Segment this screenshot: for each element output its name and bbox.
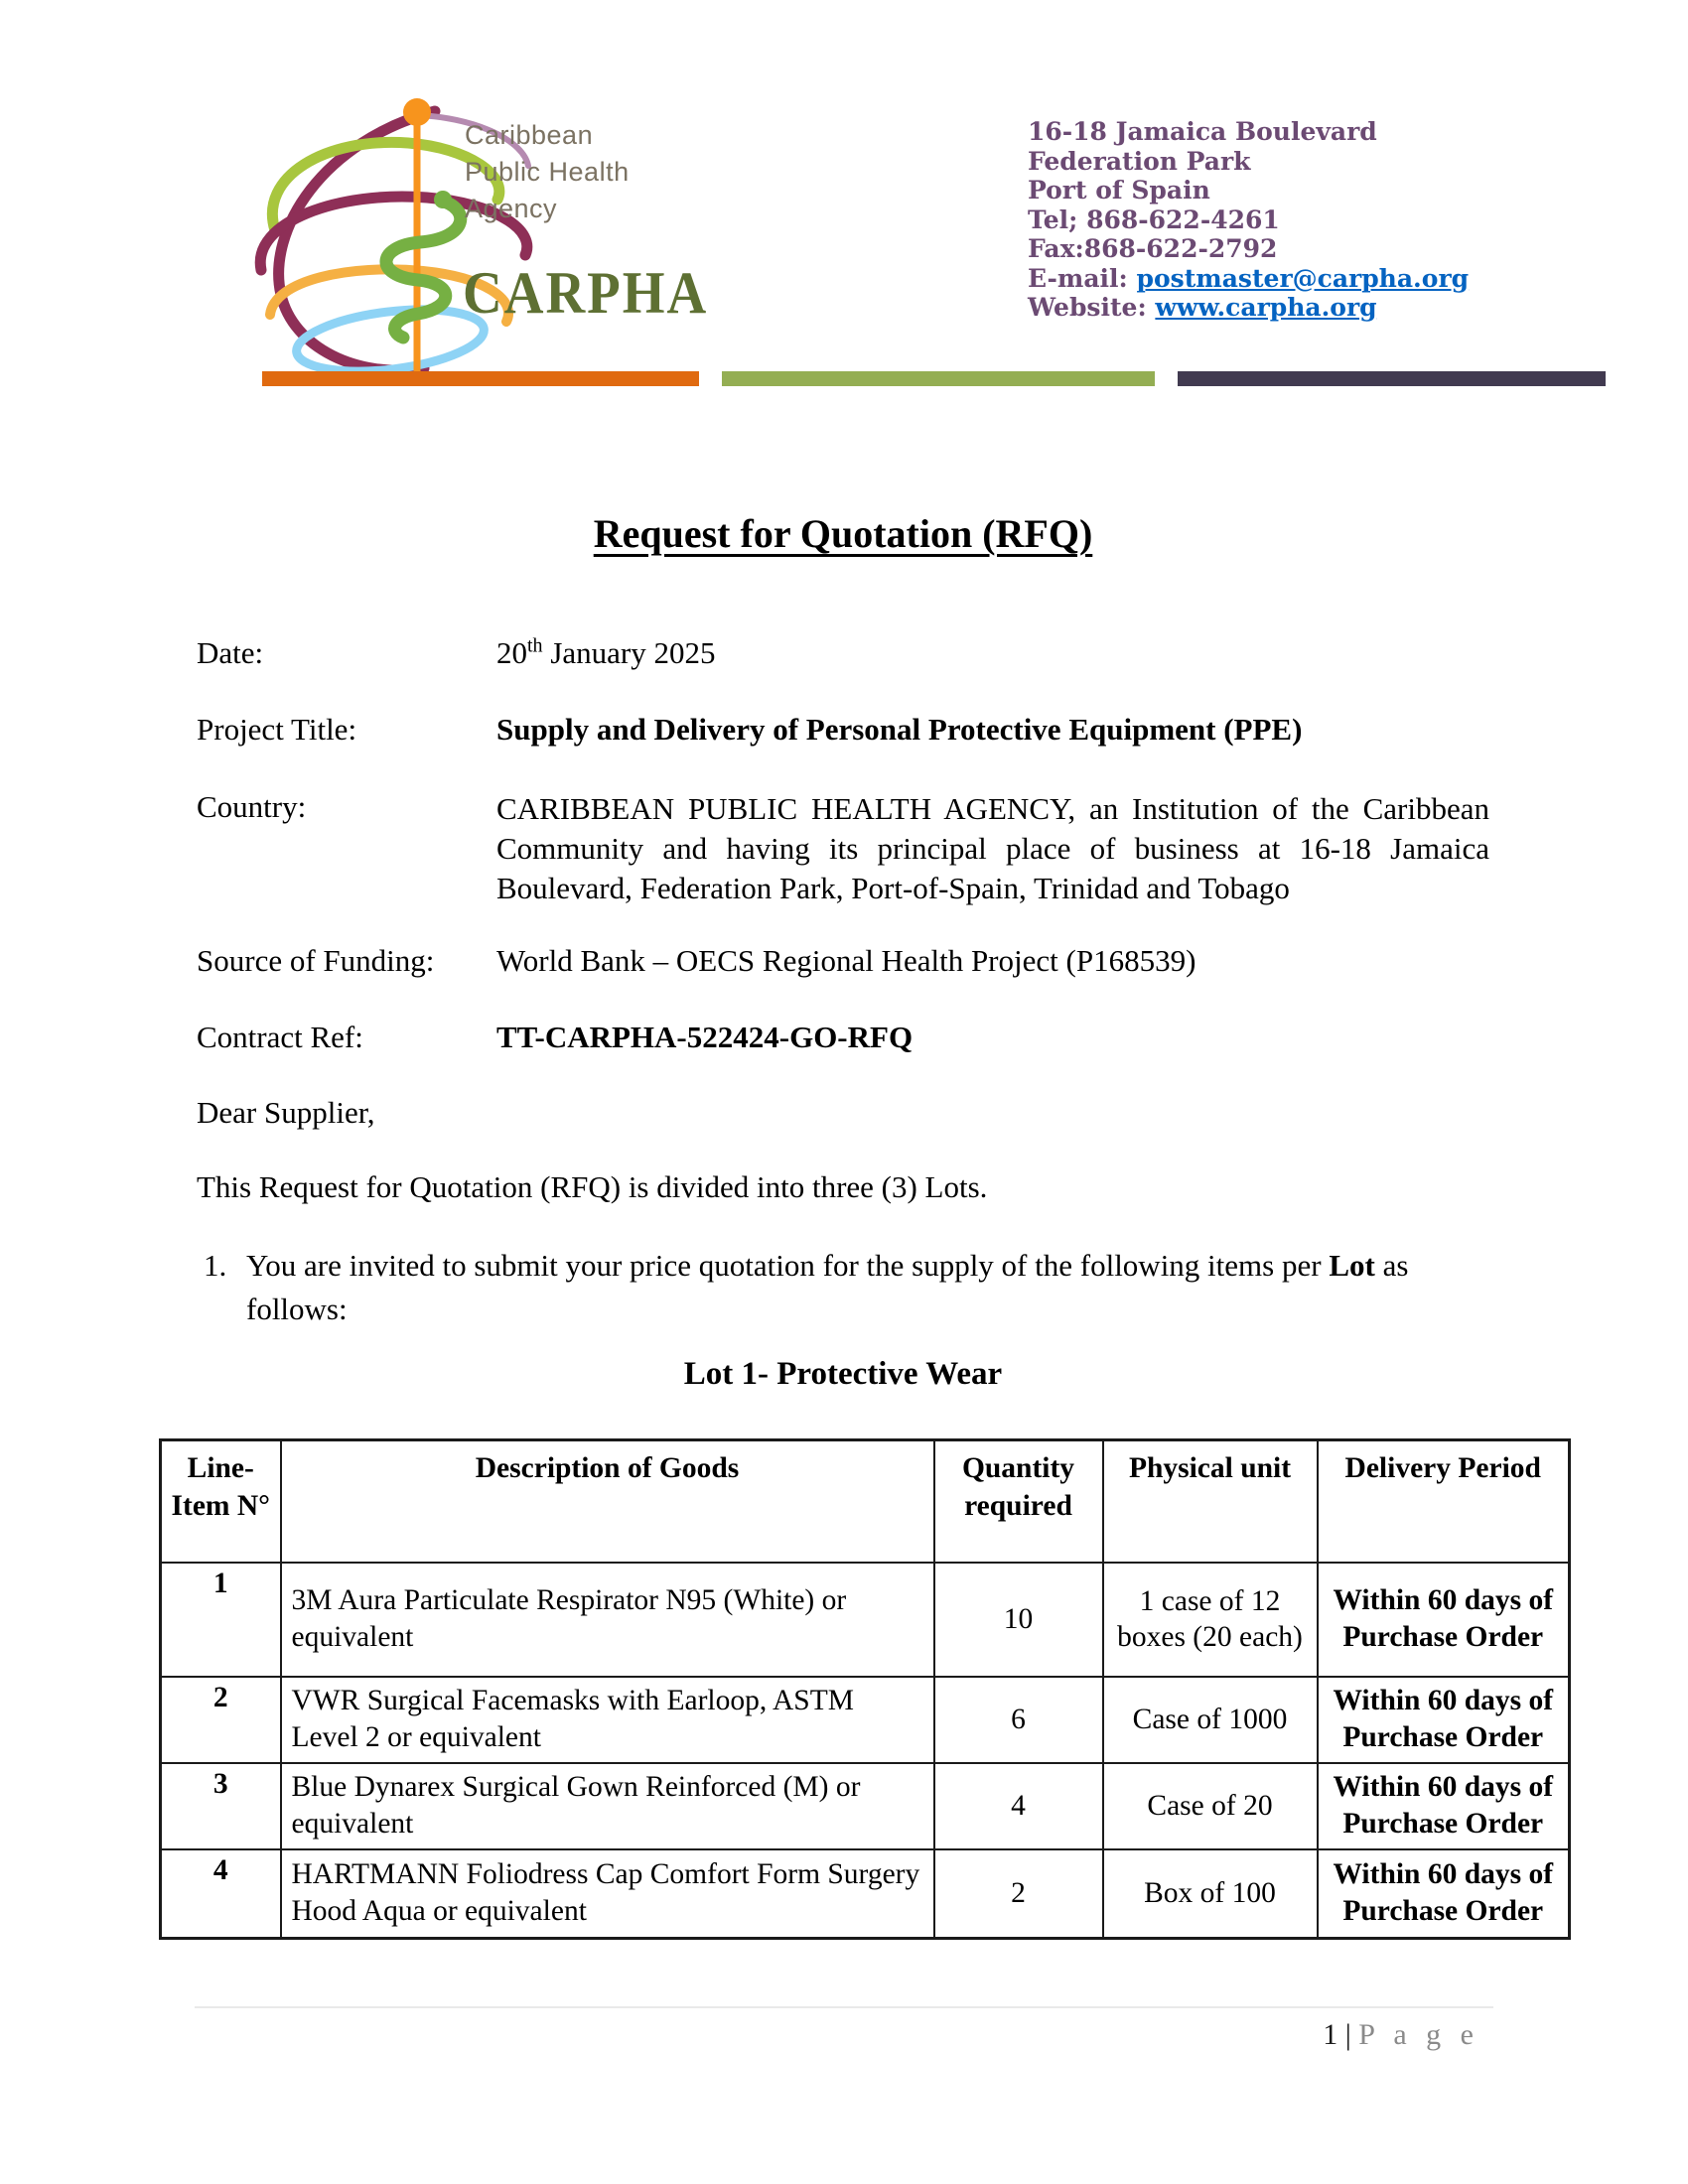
list-text-after: as follows: [246, 1248, 1409, 1326]
list-item-number: 1. [204, 1248, 227, 1283]
cell-description: Blue Dynarex Surgical Gown Reinforced (M) or equivalent [281, 1763, 934, 1849]
lot1-heading: Lot 1- Protective Wear [683, 1356, 1003, 1392]
intro-paragraph: This Request for Quotation (RFQ) is divided into three (3) Lots. [197, 1169, 988, 1204]
page-number-footer [1323, 2018, 1479, 2052]
address-street: 16-18 Jamaica Boulevard [1028, 117, 1377, 146]
cell-physical-unit: Box of 100 [1103, 1849, 1318, 1939]
cell-physical-unit: Case of 1000 [1103, 1677, 1318, 1763]
address-fax: Fax:868-622-2792 [1028, 234, 1278, 263]
col-header-physical-unit: Physical unit [1103, 1440, 1318, 1563]
project-title-value: Supply and Delivery of Personal Protective Equipment (PPE) [496, 712, 1303, 747]
cell-delivery-period: Within 60 days of Purchase Order [1318, 1763, 1570, 1849]
salutation: Dear Supplier, [197, 1095, 375, 1130]
address-tel: Tel; 868-622-4261 [1028, 205, 1280, 234]
table-row [161, 1849, 1570, 1939]
cell-delivery-period: Within 60 days of Purchase Order [1318, 1563, 1570, 1677]
website-label: Website: [1028, 293, 1156, 322]
email-label: E-mail: [1028, 263, 1137, 293]
date-day: 20 [496, 635, 527, 670]
agency-name-text [465, 117, 630, 227]
col-header-quantity: Quantity required [934, 1440, 1103, 1563]
cell-description: 3M Aura Particulate Respirator N95 (White) or equivalent [281, 1563, 934, 1677]
decorative-bar-purple [1178, 371, 1606, 386]
address-city: Port of Spain [1028, 176, 1210, 205]
address-email-row [1028, 264, 1469, 294]
lot1-table [159, 1438, 1571, 1940]
list-item-1 [204, 1244, 1497, 1331]
cell-quantity: 4 [934, 1763, 1103, 1849]
page-word: P a g e [1358, 2018, 1479, 2051]
address-block [1028, 117, 1469, 323]
date-label: Date: [197, 635, 264, 670]
carpha-acronym: CARPHA [463, 259, 709, 327]
cell-quantity: 2 [934, 1849, 1103, 1939]
project-title-label: Project Title: [197, 712, 357, 747]
page-separator: | [1337, 2018, 1359, 2051]
list-text-before: You are invited to submit your price quotation for the supply of the following items per [246, 1248, 1330, 1283]
col-header-line-item: Line-Item N° [161, 1440, 281, 1563]
funding-value: World Bank – OECS Regional Health Project (P168539) [496, 943, 1196, 978]
address-website-row [1028, 293, 1469, 323]
date-month-year: January 2025 [542, 635, 716, 670]
cell-line-item: 2 [161, 1677, 281, 1763]
cell-line-item: 1 [161, 1563, 281, 1677]
cell-delivery-period: Within 60 days of Purchase Order [1318, 1849, 1570, 1939]
list-text-bold: Lot [1329, 1248, 1375, 1283]
cell-quantity: 6 [934, 1677, 1103, 1763]
country-label: Country: [197, 789, 307, 824]
address-area: Federation Park [1028, 146, 1251, 176]
page-number: 1 [1323, 2018, 1338, 2051]
date-value [496, 635, 1489, 671]
country-value: CARIBBEAN PUBLIC HEALTH AGENCY, an Institution of the Caribbean Community and having its principal place of business at 16-18 Jamaica Boulevard, Federation Park, Port-of-Spain, Trinidad and Tobago [496, 791, 1489, 905]
agency-name-line: Caribbean [465, 120, 594, 150]
table-header-row [161, 1440, 1570, 1563]
cell-physical-unit: Case of 20 [1103, 1763, 1318, 1849]
contract-ref-label: Contract Ref: [197, 1020, 363, 1054]
table-row [161, 1563, 1570, 1677]
cell-quantity: 10 [934, 1563, 1103, 1677]
funding-label: Source of Funding: [197, 943, 435, 978]
cell-physical-unit: 1 case of 12 boxes (20 each) [1103, 1563, 1318, 1677]
date-ordinal: th [527, 634, 543, 657]
cell-delivery-period: Within 60 days of Purchase Order [1318, 1677, 1570, 1763]
col-header-description: Description of Goods [281, 1440, 934, 1563]
decorative-bar-green [722, 371, 1155, 386]
list-item-text [246, 1244, 1507, 1331]
document-title: Request for Quotation (RFQ) [593, 511, 1093, 556]
table-row [161, 1763, 1570, 1849]
col-header-delivery-period: Delivery Period [1318, 1440, 1570, 1563]
agency-name-line: Public Health [465, 157, 630, 187]
footer-divider [195, 2006, 1493, 2008]
contract-ref-value: TT-CARPHA-522424-GO-RFQ [496, 1020, 914, 1054]
cell-description: VWR Surgical Facemasks with Earloop, ASTM Level 2 or equivalent [281, 1677, 934, 1763]
cell-line-item: 3 [161, 1763, 281, 1849]
decorative-bar-orange [262, 371, 699, 386]
email-link[interactable]: postmaster@carpha.org [1136, 263, 1470, 293]
agency-name-line: Agency [465, 194, 558, 223]
table-row [161, 1677, 1570, 1763]
website-link[interactable]: www.carpha.org [1155, 293, 1377, 322]
cell-description: HARTMANN Foliodress Cap Comfort Form Surgery Hood Aqua or equivalent [281, 1849, 934, 1939]
cell-line-item: 4 [161, 1849, 281, 1939]
